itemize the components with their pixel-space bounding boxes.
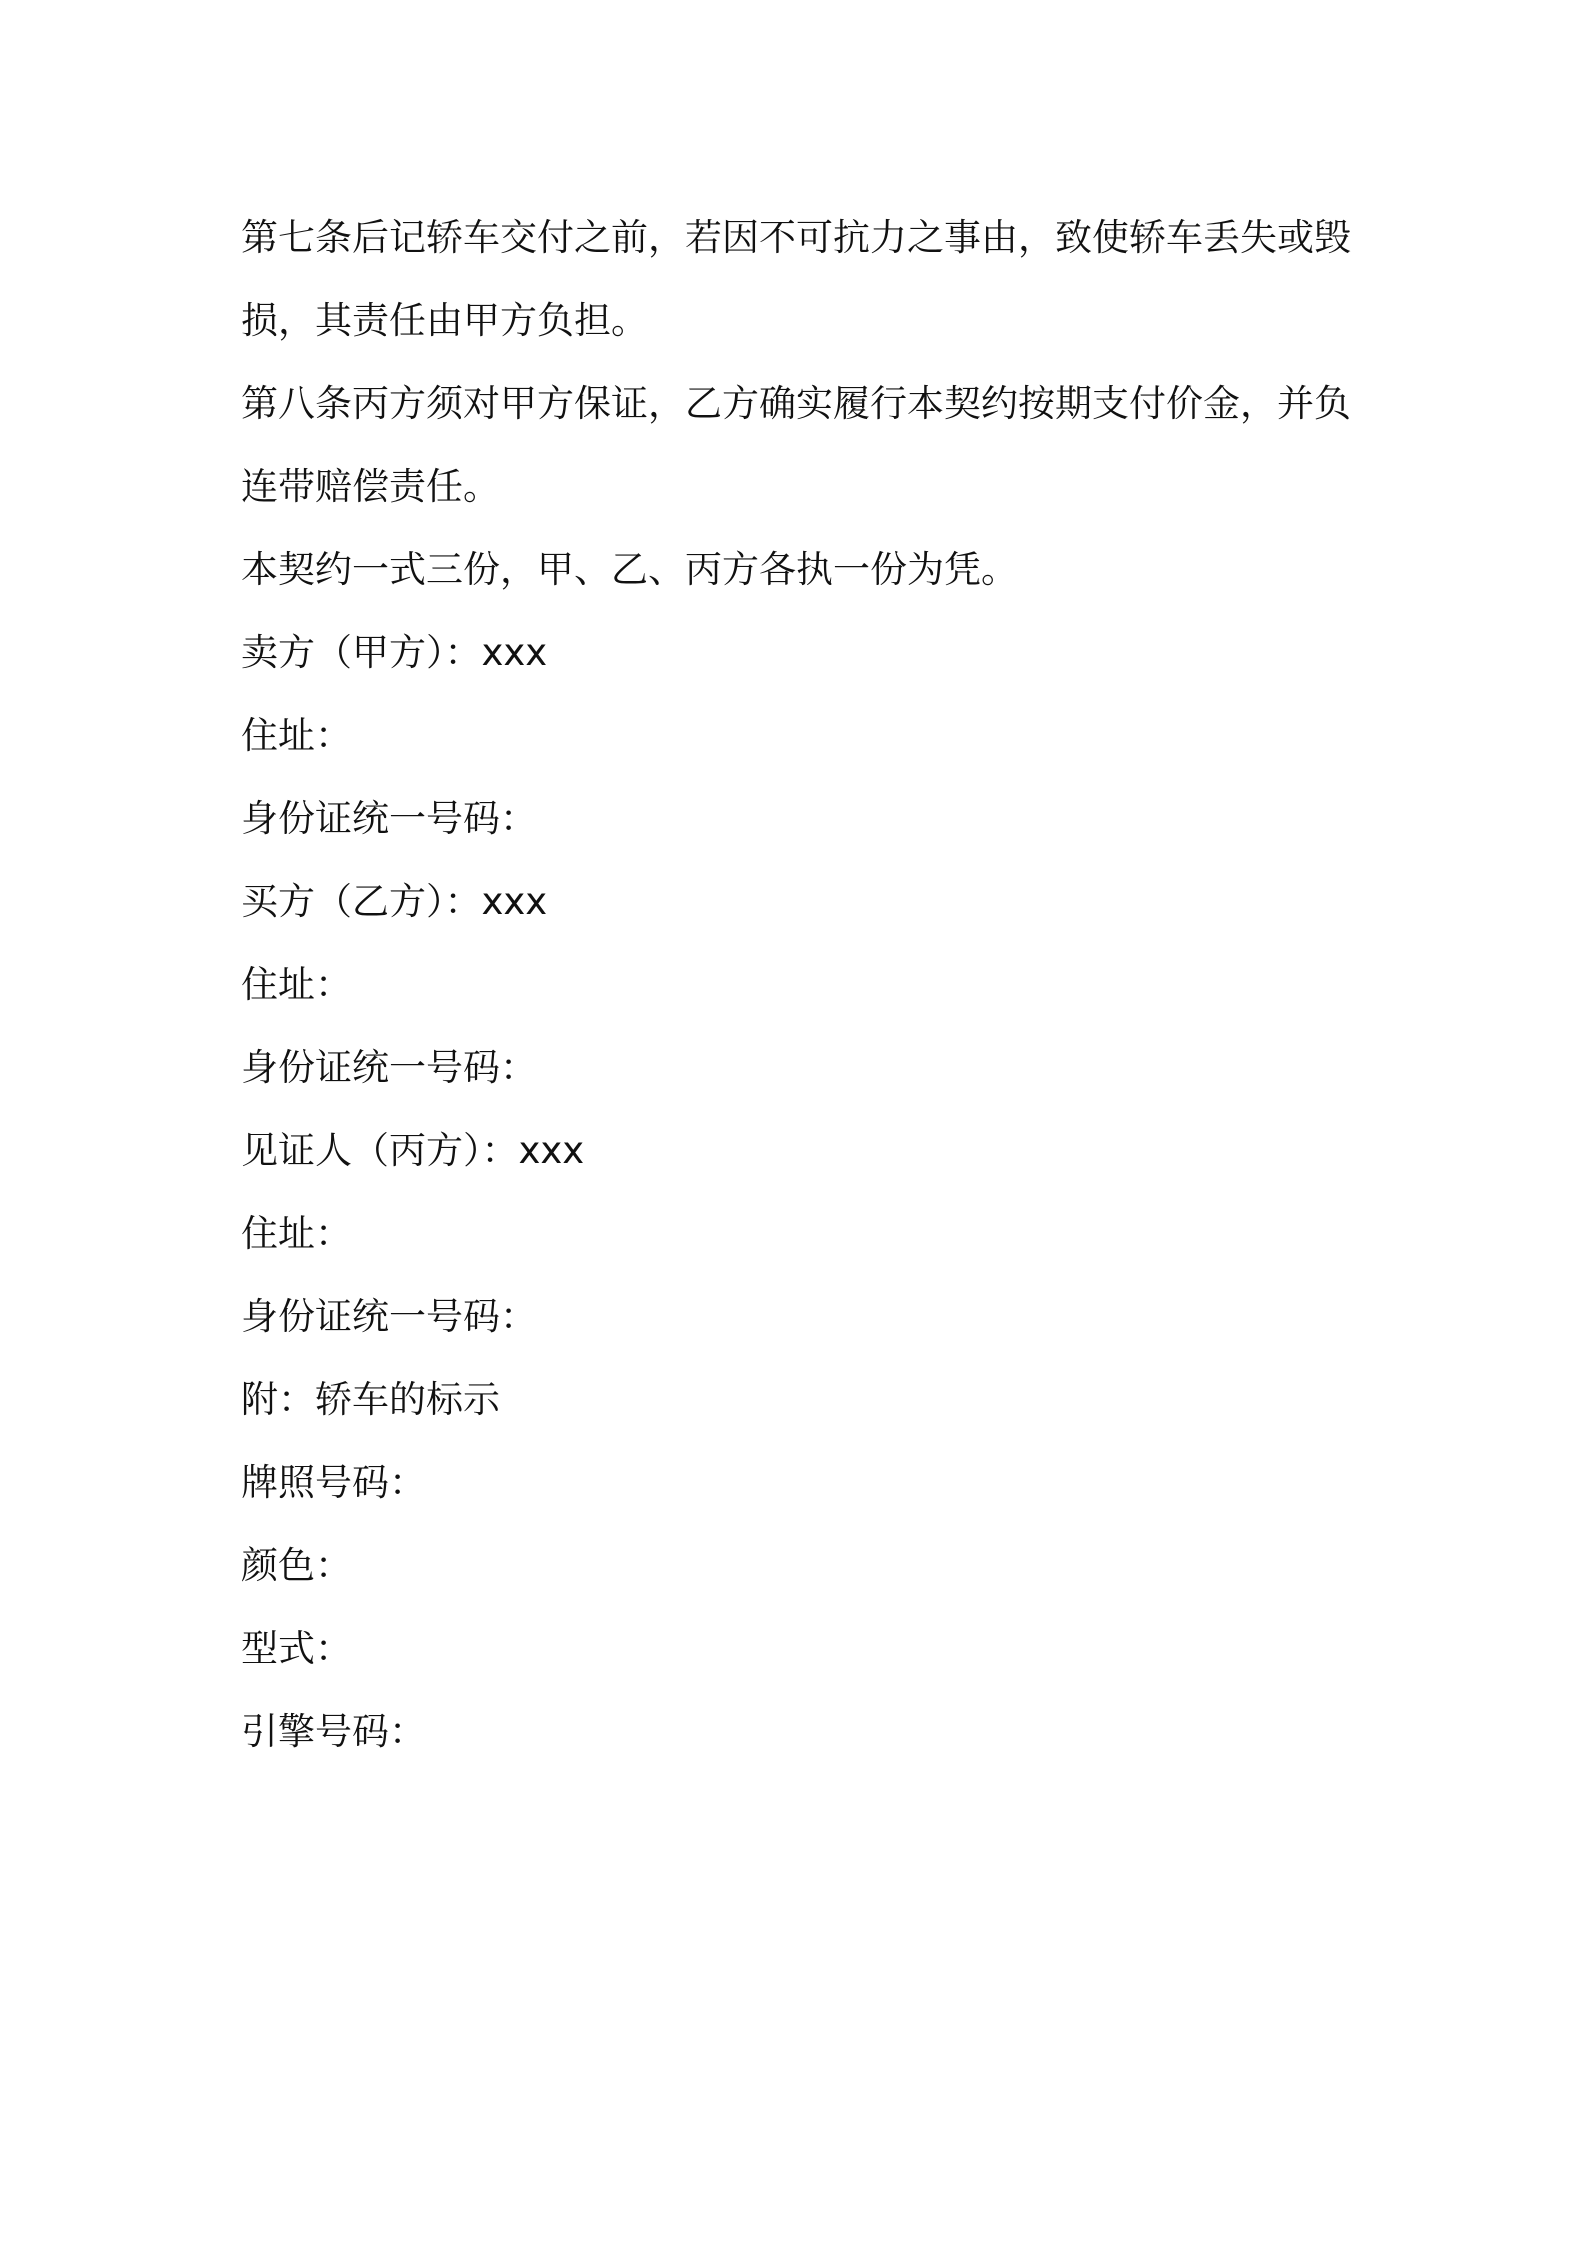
appendix-block [241,1358,1351,1773]
seller-label: 卖方（甲方）：xxx [241,631,548,674]
seller-address: 住址： [241,714,352,757]
appendix-engine-number: 引擎号码： [241,1710,426,1753]
seller-id-number: 身份证统一号码： [241,797,537,840]
witness-label: 见证人（丙方）：xxx [241,1129,585,1172]
buyer-address: 住址： [241,963,352,1006]
witness-address: 住址： [241,1212,352,1255]
buyer-block [241,860,1351,1109]
appendix-title: 附：轿车的标示 [241,1378,500,1421]
witness-block [241,1109,1351,1358]
appendix-plate-number: 牌照号码： [241,1461,426,1504]
article-eight-line-1: 第八条丙方须对甲方保证，乙方确实履行本契约按期支付价金，并负 [241,382,1351,425]
article-seven-line-2: 损，其责任由甲方负担。 [241,299,648,342]
copies-clause [241,528,1351,611]
article-seven [241,196,1351,362]
buyer-label: 买方（乙方）：xxx [241,880,548,923]
witness-id-number: 身份证统一号码： [241,1295,537,1338]
appendix-color: 颜色： [241,1544,352,1587]
article-seven-line-1: 第七条后记轿车交付之前，若因不可抗力之事由，致使轿车丢失或毁 [241,216,1351,259]
article-eight [241,362,1351,528]
appendix-model: 型式： [241,1627,352,1670]
article-eight-line-2: 连带赔偿责任。 [241,465,500,508]
buyer-id-number: 身份证统一号码： [241,1046,537,1089]
copies-clause-line: 本契约一式三份，甲、乙、丙方各执一份为凭。 [241,548,1018,591]
seller-block [241,611,1351,860]
document-body [241,196,1351,1773]
